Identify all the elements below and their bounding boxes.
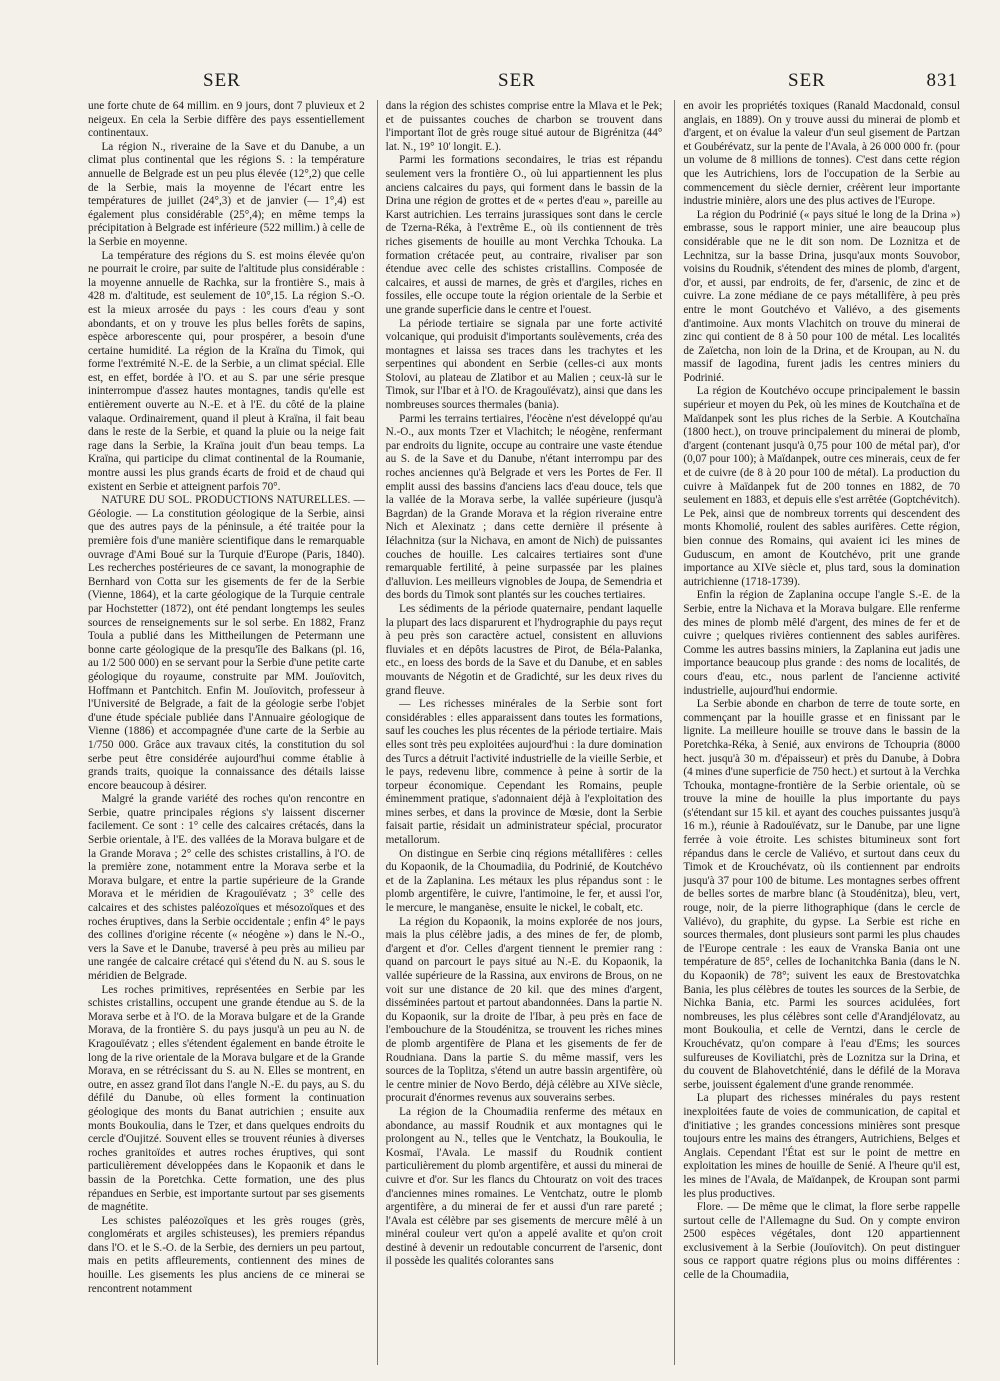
paragraph: Parmi les formations secondaires, le trias est répandu seulement vers la frontière O., où lui appartiennent les plus anciens calcaires du pays, qui forment dans le bassin de la Drina une région de grottes et de « pertes d'eau », pareille au Karst autrichien. Les terrains jurassiques sont dans le cercle de Tzerna-Réka, à l'extrême E., où ils contiennent de très riches gisements de houille au mont Verchka Tchouka. La formation crétacée peut, au contraire, rivaliser par son étendue avec celle des schistes cristallins. Composée de calcaires, et aussi de marnes, de grès et d'argiles, riches en fossiles, elle occupe toute la région orientale de la Serbie et une grande superficie dans le centre et l'ouest. [385,154,663,316]
paragraph: La région du Kopaonik, la moins explorée de nos jours, mais la plus célèbre jadis, a des mines de fer, de plomb, d'argent et d'or. Celles d'argent tiennent le premier rang : quand on parcourt le pays situé au N.-E. du Kopaonik, la vallée supérieure de la Rassina, aux environs de Brous, on ne voit sur une distance de 20 kil. que des mines d'argent, disséminées partout et partout abandonnées. Dans la partie N. du Kopaonik, sur la droite de l'Ibar, à peu près en face de l'embouchure de la Stoudénitza, se trouvent les riches mines de plomb argentifère de Plana et les gisements de fer de Roudniana. Dans la partie S. du même massif, vers les sources de la Toplitza, s'étend un autre bassin argentifère, où le centre minier de Novo Berdo, déjà célèbre au XIVe siècle, procurait d'énormes revenus aux souverains serbes. [385,915,663,1105]
column-1 [88,100,365,1365]
paragraph: dans la région des schistes comprise entre la Mlava et le Pek; et de puissantes couches de charbon se trouvent dans l'important îlot de grès rouge situé autour de Bigrénitza (44° lat. N., 19° 10' longit. E.). [385,100,663,153]
paragraph: La période tertiaire se signala par une forte activité volcanique, qui produisit d'importants soulèvements, créa des montagnes et laissa ses traces dans les trachytes et les serpentines qui abondent en Serbie (celles-ci aux monts Stolovi, au plateau de Zlatibor et au Malien ; ceux-là sur le Timok, sur l'Ibar et à l'O. de Kragouïévatz), ainsi que dans les nombreuses sources thermales (bania). [385,317,663,412]
paragraph: Les sédiments de la période quaternaire, pendant laquelle la plupart des lacs disparurent et l'hydrographie du pays reçut à peu près son caractère actuel, consistent en alluvions fluviales et en dépôts lacustres de Pirot, de Béla-Palanka, etc., en loess des bords de la Save et du Danube, et en sables mouvants de Négotin et de Gradichté, sur les deux rives du grand fleuve. [385,602,663,697]
paragraph: en avoir les propriétés toxiques (Ranald Macdonald, consul anglais, en 1889). On y trouve aussi du minerai de plomb et d'argent, et on évalue la valeur d'un seul gisement de Partzan et Goubérévatz, sur la pente de l'Avala, à 26 000 000 fr. (pour un volume de 8 millions de tonnes). C'est dans cette région que les Autrichiens, lors de l'occupation de la Serbie au commencement du siècle dernier, créèrent leur importante industrie minière, alors une des plus actives de l'Europe. [683,100,961,208]
header-center: SER [498,70,536,91]
paragraph: — Les richesses minérales de la Serbie sont fort considérables : elles apparaissent dans toutes les formations, sauf les couches les plus récentes de la période tertiaire. Mais elles sont très peu exploitées aujourd'hui : la dure domination des Turcs a détruit l'activité industrielle de la vieille Serbie, et le pays, redevenu libre, commence à peine à sortir de la torpeur économique. Cependant les Romains, peuple éminemment pratique, s'adonnaient déjà à l'exploitation des mines serbes, et dans la province de Mœsie, dont la Serbie faisait partie, résidait un administrateur spécial, procurator metallorum. [385,698,663,847]
paragraph: La température des régions du S. est moins élevée qu'on ne pourrait le croire, par suite de l'altitude plus considérable : la moyenne annuelle de Rachka, sur la frontière S., mais à 428 m. d'altitude, est seulement de 10°,15. La région S.-O. est la mieux arrosée du pays : les cours d'eau y sont abondants, et on y trouve les plus belles forêts de sapins, espèce arborescente qui, pour prospérer, a besoin d'une certaine humidité. La région de la Kraïna du Timok, qui forme l'extrémité N.-E. de la Serbie, a un climat spécial. Elle est, en effet, bordée à l'O. et au S. par une série presque ininterrompue d'assez hautes montagnes, tandis qu'elle est entièrement ouverte au N.-E. et à l'E. du côté de la plaine valaque. Ordinairement, quand il pleut à Kraïna, il fait beau dans le reste de la Serbie, et quand la pluie ou la neige fait rage dans la Serbie, la Kraïna jouit d'un beau temps. La Kraïna, qui participe du climat continental de la Roumanie, montre aussi les plus grands écarts de froid et de chaud qui existent en Serbie et atteignent parfois 70°. [88,249,365,493]
paragraph: Les schistes paléozoïques et les grès rouges (grès, conglomérats et argiles schisteuses), les premiers répandus dans l'O. et le S.-O. de la Serbie, des derniers un peu partout, mais en petits affleurements, contiennent des mines de houille. Les gisements les plus anciens de ce minerai se rencontrent notamment [88,1214,365,1295]
paragraph: Malgré la grande variété des roches qu'on rencontre en Serbie, quatre principales régions s'y laissent discerner facilement. Ce sont : 1° celle des calcaires crétacés, dans la Serbie orientale, à l'E. des vallées de la Morava bulgare et de la Grande Morava ; 2° celle des schistes cristallins, à l'O. de la première zone, notamment entre la Morava serbe et la Morava bulgare, et entre la partie supérieure de la Grande Morava et le méridien de Kragouïévatz ; 3° celle des calcaires et des schistes paléozoïques et mésozoïques et des roches éruptives, dans la Serbie occidentale ; enfin 4° le pays des collines d'origine récente (« néogène ») dans le N.-O., vers la Save et le Danube, traversé à peu près au milieu par une rangée de calcaire crétacé qui s'étend du N. au S. sous le méridien de Belgrade. [88,793,365,982]
text-columns [88,100,960,1365]
column-3 [674,100,960,1365]
paragraph: NATURE DU SOL. PRODUCTIONS NATURELLES. — Géologie. — La constitution géologique de la Serbie, ainsi que des autres pays de la péninsule, a été traitée pour la première fois d'une manière scientifique dans le remarquable ouvrage d'Ami Boué sur la Turquie d'Europe (Paris, 1840). Les recherches postérieures de ce savant, la monographie de Bernhard von Cotta sur les gisements de fer de la Serbie (Vienne, 1864), et la carte géologique de la Turquie centrale par Hochstetter (1872), ont été pendant longtemps les seules sources de renseignements sur le sol serbe. En 1882, Franz Toula a publié dans les Mittheilungen de Petermann une bonne carte géologique de la presqu'île des Balkans (pl. 16, au 1/2 500 000) en se servant pour la Serbie d'une petite carte géologique du royaume, construite par MM. Jouïovitch, Hoffmann et Pantchitch. Enfin M. Jouïovitch, professeur à l'Université de Belgrade, a fait de la géologie serbe l'objet d'une étude spéciale publiée dans l'Annuaire géologique de Vienne (1886) et accompagnée d'une carte de la Serbie au 1/750 000. Grâce aux travaux cités, la constitution du sol serbe peut être considérée aujourd'hui comme établie à grands traits, quoique la connaissance des détails laisse encore beaucoup à désirer. [88,494,365,792]
header-left: SER [203,70,241,91]
page-number: 831 [926,70,958,91]
paragraph: Les roches primitives, représentées en Serbie par les schistes cristallins, occupent une grande étendue au S. de la Morava serbe et à l'O. de la Morava bulgare et de la Grande Morava, de la frontière S. du pays jusqu'à un peu au N. de Kragouïévatz ; elles s'étendent également en bande étroite le long de la rive orientale de la Morava bulgare et de la Grande Morava, en se rétrécissant du S. au N. Elles se montrent, en outre, en assez grand îlot dans l'angle N.-E. du pays, au S. du défilé du Danube, où elles forment la continuation géologique des monts du Banat autrichien ; ensuite aux monts Boukoulia, dans le Tzer, et dans quelques endroits du cercle d'Oujitzé. Souvent elles se trouvent réunies à diverses roches granitoïdes et autres roches éruptives, qui sont particulièrement développées dans le Kopaonik et dans le bassin de la Poretchka. Cette formation, une des plus répandues en Serbie, est importante surtout par ses gisements de magnétite. [88,983,365,1214]
paragraph: La région du Podrinié (« pays situé le long de la Drina ») embrasse, sous le rapport minier, une aire beaucoup plus considérable que ne le dit son nom. De Loznitza et de Lechnitza, sur la basse Drina, jusqu'aux monts Souvobor, voisins du Roudnik, s'étendent des mines de plomb, d'argent, d'or, et aussi, par endroits, de fer, d'arsenic, de zinc et de cuivre. La zone médiane de ce pays métallifère, à peu près entre le mont Goutchévo et Valiévo, a des gisements d'antimoine. Aux monts Vlachitch on trouve du minerai de zinc qui contient de 8 à 50 pour 100 de métal. Les localités de Zaïetcha, non loin de la Drina, et de Kroupan, au N. du massif de Iagodina, furent jadis les centres miniers du Podrinié. [683,208,961,384]
paragraph: On distingue en Serbie cinq régions métallifères : celles du Kopaonik, de la Choumadiia, du Podrinié, de Koutchévo et de la Zaplanina. Les métaux les plus répandus sont : le plomb argentifère, le cuivre, l'antimoine, le fer, et aussi l'or, le mercure, le manganèse, ensuite le nickel, le cobalt, etc. [385,847,663,915]
paragraph: La région de Koutchévo occupe principalement le bassin supérieur et moyen du Pek, où les mines de Koutchaïna et de Maïdanpek sont les plus riches de la Serbie. A Koutchaïna (1800 hect.), on trouve principalement du minerai de plomb, d'argent (contenant jusqu'à 0,75 pour 100 de métal par), d'or (0,07 pour 100); à Maïdanpek, outre ces minerais, ceux de fer et de cuivre (de 8 à 20 pour 100 de métal). La production du cuivre à Maïdanpek fut de 200 tonnes en 1882, de 70 seulement en 1883, et depuis elle s'est arrêtée (Goptchévitch). Le Pek, ainsi que de nombreux torrents qui descendent des monts Khomolié, roulent des sables aurifères. Cette région, bien connue des Romains, qui avaient ici les mines de Guduscum, en amont de Koutchévo, prit une grande importance au XIVe siècle et, plus tard, sous la domination autrichienne (1718-1739). [683,385,961,588]
paragraph: La région N., riveraine de la Save et du Danube, a un climat plus continental que les régions S. : la température annuelle de Belgrade est un peu plus élevée (12°,2) que celle de la Serbie, mais la moyenne de l'écart entre les températures de juillet (24°,3) et de janvier (— 1°,4) est également plus considérable (25°,4); en même temps la précipitation à Belgrade est inférieure (522 millim.) à celle de la Serbie en moyenne. [88,140,365,248]
column-2 [377,100,663,1365]
paragraph: Enfin la région de Zaplanina occupe l'angle S.-E. de la Serbie, entre la Nichava et la Morava bulgare. Elle renferme des mines de plomb mêlé d'argent, des mines de fer et de cuivre ; quelques rivières contiennent des sables aurifères. Comme les autres bassins miniers, la Zaplanina eut jadis une importance beaucoup plus grande : des noms de localités, de cours d'eau, etc., nous parlent de l'ancienne activité industrielle, aujourd'hui endormie. [683,589,961,697]
paragraph: La région de la Choumadiia renferme des métaux en abondance, au massif Roudnik et aux montagnes qui le prolongent au N., telles que le Ventchatz, la Boukoulia, le Kosmaï, l'Avala. Le massif du Roudnik contient particulièrement du plomb argentifère, et aussi du minerai de cuivre et d'or. Sur les flancs du Chtouratz on voit des traces d'anciennes mines romaines. Le Ventchatz, outre le plomb argentifère, a du minerai de fer et aussi d'un rare pareté ; l'Avala est célèbre par ses gisements de mercure mêlé à un minéral couleur vert qu'on a appelé avalite et qu'on croit destiné à devenir un redoutable concurrent de l'arsenic, dont il possède les qualités colorantes sans [385,1105,663,1268]
paragraph: La Serbie abonde en charbon de terre de toute sorte, en commençant par la houille grasse et en finissant par le lignite. La meilleure houille se trouve dans le bassin de la Poretchka-Réka, à Senié, aux environs de Tchoupria (8000 hect. jusqu'à 30 m. d'épaisseur) et près du Danube, à Dobra (4 mines d'une superficie de 750 hect.) et surtout à la Verchka Tchouka, montagne-frontière de la Serbie orientale, où se trouve la mine de houille la plus importante du pays (s'étendant sur 15 kil. et ayant des couches puissantes jusqu'à 16 m.), réunie à Radouïévatz, sur le Danube, par une ligne ferrée à voie étroite. Les schistes bitumineux sont fort répandus dans le cercle de Valiévo, et surtout dans ceux du Timok et de Krouchévatz, où ils contiennent par endroits jusqu'à 37 pour 100 de bitume. Les montagnes serbes offrent de belles sortes de marbre blanc (à Stoudénitza), bleu, vert, rouge, noir, de la pierre lithographique (dans le cercle de Valiévo), du graphite, du gypse. La Serbie est riche en sources thermales, dont plusieurs sont parmi les plus chaudes de l'Europe centrale : les eaux de Vranska Bania ont une température de 85°, celles de Iochanitchka Bania (dans le N. du Kopaonik) de 78°; suivent les eaux de Brestovatchka Bania, les plus célèbres de toutes les sources de la Serbie, de Nichka Bania, etc. Parmi les sources acidulées, fort nombreuses, les plus célèbres sont celle d'Arandjélovatz, au mont Boukoulia, et celle de Verntzi, dans le cercle de Krouchévatz, qu'on compare à l'eau d'Ems; les sources sulfureuses de Koviliatchi, près de Loznitza sur la Drina, et du couvent de Blahovetchténié, dans le défilé de la Morava serbe, jouissent également d'une grande renommée. [683,698,961,1091]
paragraph: Parmi les terrains tertiaires, l'éocène n'est développé qu'au N.-O., aux monts Tzer et Vlachitch; le néogène, renfermant par endroits du lignite, occupe au contraire une vaste étendue au S. de la Save et du Danube, n'étant interrompu par des roches anciennes qu'à Belgrade et vers les Portes de Fer. Il emplit aussi des bassins d'anciens lacs d'eau douce, tels que la vallée de la Morava serbe, la vallée supérieure (jusqu'à Bagrdan) de la Grande Morava et la région riveraine entre Nich et Alexinatz ; dans cette dernière il présente à Iélachnitza (sur la Nichava, en amont de Nich) de puissantes couches de houille. Les calcaires tertiaires sont d'une remarquable fertilité, à peine surpassée par les plaines d'alluvion. Les meilleurs vignobles de Joupa, de Semendria et des bords du Timok sont plantés sur les couches tertiaires. [385,412,663,602]
paragraph: Flore. — De même que le climat, la flore serbe rappelle surtout celle de l'Allemagne du Sud. On y compte environ 2500 espèces végétales, dont 120 appartiennent exclusivement à la Serbie (Jouïovitch). On peut distinguer sous ce rapport quatre régions plus ou moins différentes : celle de la Choumadiia, [683,1201,961,1282]
running-header [88,64,958,94]
header-right: SER [788,70,826,91]
paragraph: une forte chute de 64 millim. en 9 jours, dont 7 pluvieux et 2 neigeux. En cela la Serbie diffère des pays essentiellement continentaux. [88,100,365,140]
paragraph: La plupart des richesses minérales du pays restent inexploitées faute de voies de communication, de capital et d'initiative ; les grandes concessions minières sont presque toujours entre les mains des étrangers, Autrichiens, Belges et Anglais. Cependant l'État est sur le point de mettre en exploitation les mines de houille de Senié. A l'heure qu'il est, les mines de l'Avala, de Maïdanpek, de Kroupan sont parmi les plus productives. [683,1092,961,1200]
